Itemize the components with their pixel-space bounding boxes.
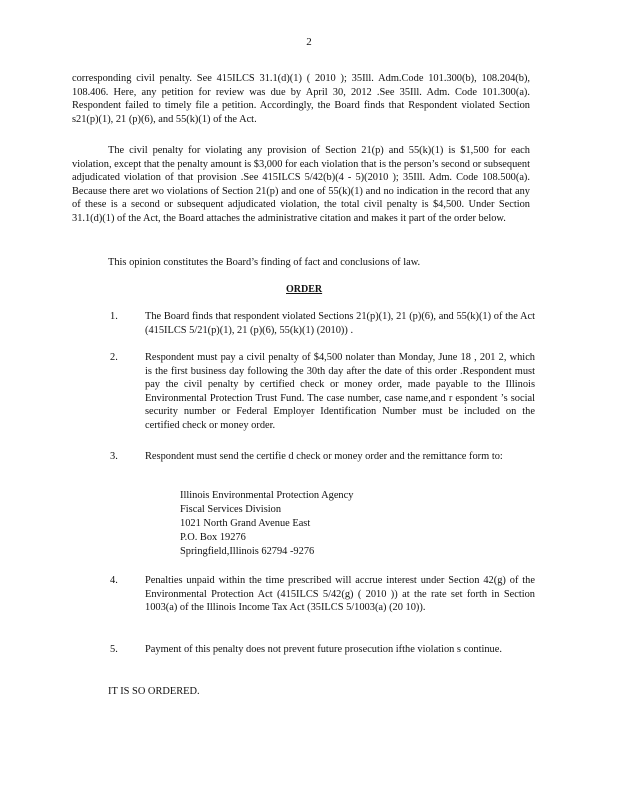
- order-item-text: Penalties unpaid within the time prescribed will accrue interest under Section 42(g) of the Environmental Protection Act (415ILCS 5/42(g) ( 2010 )) at the rate set forth in Section 1003(a) of the Illinois Income Tax Act (35ILCS 5/1003(a) (20 10)).: [145, 575, 535, 614]
- paragraph-civil-penalty: The civil penalty for violating any provision of Section 21(p) and 55(k)(1) is $1,500 for each violation, except that the penalty amount is $3,000 for each violation that is the person’s second or subsequent adjudicated violation of that provision .See 415ILCS 5/42(b)(4 - 5)(2010 ); 35Ill. Adm. Code 108.500(a). Because there aret wo violations of Section 21(p) and one of 55(k)(1) and no indication in the record that any of these is a second or subsequent adjudicated violation, the total civil penalty is $4,500. Under Section 31.1(d)(1) of the Act, the Board attaches the administrative citation and makes it part of the order below.: [72, 145, 530, 224]
- order-heading: ORDER: [286, 284, 323, 295]
- paragraph-violation-finding: corresponding civil penalty. See 415ILCS 31.1(d)(1) ( 2010 ); 35Ill. Adm.Code 101.300(b), 108.204(b), 108.406. Here, any petition for review was due by April 30, 2012 .See 35Ill. Adm. Code 101.300(a). Respondent failed to timely file a petition. Accordingly, the Board finds that Respondent violated Section s21(p)(1), 21 (p)(6), and 55(k)(1) of the Act.: [72, 73, 530, 125]
- page-number: 2: [306, 36, 312, 48]
- order-item-text: Respondent must pay a civil penalty of $4,500 nolater than Monday, June 18 , 201 2, which is the first business day following the 30th day after the date of this order .Respondent must pay the civil penalty by certified check or money order, made payable to the Illinois Environmental Protection Trust Fund. The case number, case name,and r espondent ’s social security number or Federal Employer Identification Number must be included on the certified check or money order.: [145, 352, 535, 431]
- address-line: 1021 North Grand Avenue East: [180, 518, 311, 529]
- address-line: Fiscal Services Division: [180, 504, 282, 515]
- order-item-number: 4.: [110, 575, 118, 586]
- order-item-number: 2.: [110, 352, 118, 363]
- closing-statement: IT IS SO ORDERED.: [108, 686, 200, 697]
- paragraph-opinion-statement: This opinion constitutes the Board’s finding of fact and conclusions of law.: [108, 257, 421, 268]
- order-item-text: Respondent must send the certifie d check or money order and the remittance form to:: [145, 451, 503, 462]
- remittance-address: [180, 489, 353, 559]
- order-item-number: 5.: [110, 644, 118, 655]
- order-item-text: Payment of this penalty does not prevent future prosecution ifthe violation s continue.: [145, 644, 502, 655]
- address-line: P.O. Box 19276: [180, 532, 246, 543]
- address-line: Springfield,Illinois 62794 -9276: [180, 546, 315, 557]
- order-item-number: 3.: [110, 451, 118, 462]
- order-item-text: The Board finds that respondent violated Sections 21(p)(1), 21 (p)(6), and 55(k)(1) of the Act (415ILCS 5/21(p)(1), 21 (p)(6), 55(k)(1) (2010)) .: [145, 311, 535, 336]
- order-item-number: 1.: [110, 311, 118, 322]
- address-line: Illinois Environmental Protection Agency: [180, 490, 354, 501]
